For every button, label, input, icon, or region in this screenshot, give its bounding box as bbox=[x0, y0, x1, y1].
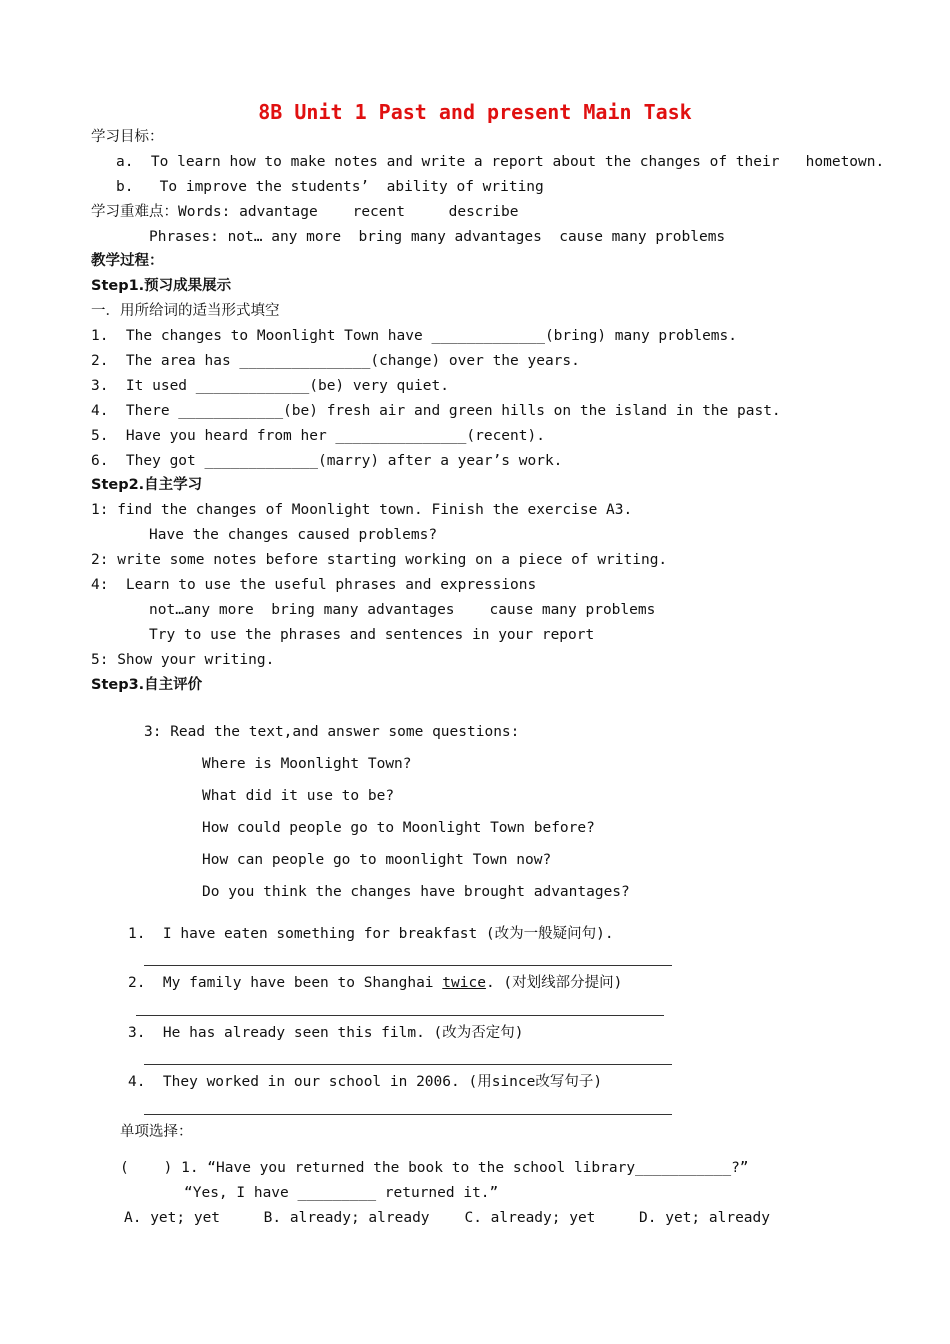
rewrite-text: 2. My family have been to Shanghai bbox=[128, 975, 443, 991]
read-intro: 3: Read the text,and answer some questions: bbox=[144, 724, 520, 740]
reading-question: Do you think the changes have brought advantages? bbox=[202, 884, 630, 900]
step2-heading: Step2.自主学习 bbox=[91, 477, 203, 493]
underlined-word: twice bbox=[442, 975, 486, 991]
reading-question: What did it use to be? bbox=[202, 788, 395, 804]
page-title: 8B Unit 1 Past and present Main Task bbox=[258, 100, 692, 124]
fill-item: 1. The changes to Moonlight Town have _____________(bring) many problems. bbox=[91, 328, 738, 344]
rewrite-item: 4. They worked in our school in 2006. (用since改写句子) bbox=[128, 1074, 603, 1090]
mc-options: A. yet; yet B. already; already C. already; yet D. yet; already bbox=[124, 1210, 771, 1226]
fill-item: 5. Have you heard from her _______________(recent). bbox=[91, 428, 545, 444]
reading-question: Where is Moonlight Town? bbox=[202, 756, 412, 772]
objective-b: b. To improve the students’ ability of writing bbox=[116, 179, 544, 195]
step2-phrases: not…any more bring many advantages cause many problems bbox=[149, 602, 656, 618]
step2-line: Have the changes caused problems? bbox=[149, 527, 438, 543]
fill-item: 3. It used _____________(be) very quiet. bbox=[91, 378, 449, 394]
objective-a: a. To learn how to make notes and write a report about the changes of their hometown. bbox=[116, 154, 885, 170]
step2-line: 4: Learn to use the useful phrases and expressions bbox=[91, 577, 537, 593]
step1-heading: Step1.预习成果展示 bbox=[91, 278, 232, 294]
step3-heading: Step3.自主评价 bbox=[91, 677, 203, 693]
answer-line[interactable] bbox=[136, 1015, 664, 1016]
fill-item: 6. They got _____________(marry) after a year’s work. bbox=[91, 453, 563, 469]
step2-line: 5: Show your writing. bbox=[91, 652, 275, 668]
step2-line: 1: find the changes of Moonlight town. Finish the exercise A3. bbox=[91, 502, 633, 518]
rewrite-item bbox=[128, 974, 622, 992]
answer-line[interactable] bbox=[144, 965, 672, 966]
fill-item: 2. The area has _______________(change) over the years. bbox=[91, 353, 580, 369]
rewrite-item: 1. I have eaten something for breakfast (改为一般疑问句). bbox=[128, 926, 614, 942]
fill-item: 4. There ____________(be) fresh air and green hills on the island in the past. bbox=[91, 403, 781, 419]
answer-line[interactable] bbox=[144, 1064, 672, 1065]
objectives-heading: 学习目标： bbox=[91, 129, 164, 145]
mc-heading: 单项选择： bbox=[120, 1124, 193, 1140]
rewrite-text: . (对划线部分提问) bbox=[485, 975, 623, 991]
key-words: 学习重难点：Words: advantage recent describe bbox=[91, 204, 519, 220]
step2-line: Try to use the phrases and sentences in your report bbox=[149, 627, 595, 643]
mc-reply: “Yes, I have _________ returned it.” bbox=[184, 1185, 499, 1201]
mc-question: ( ) 1. “Have you returned the book to the school library___________?” bbox=[120, 1160, 749, 1176]
reading-question: How could people go to Moonlight Town before? bbox=[202, 820, 595, 836]
answer-line[interactable] bbox=[144, 1114, 672, 1115]
step2-line: 2: write some notes before starting working on a piece of writing. bbox=[91, 552, 668, 568]
rewrite-item: 3. He has already seen this film. (改为否定句) bbox=[128, 1025, 524, 1041]
key-phrases: Phrases: not… any more bring many advantages cause many problems bbox=[149, 229, 726, 245]
step1-subheading: 一．用所给词的适当形式填空 bbox=[91, 303, 280, 319]
reading-question: How can people go to moonlight Town now? bbox=[202, 852, 552, 868]
process-heading: 教学过程： bbox=[91, 253, 164, 269]
